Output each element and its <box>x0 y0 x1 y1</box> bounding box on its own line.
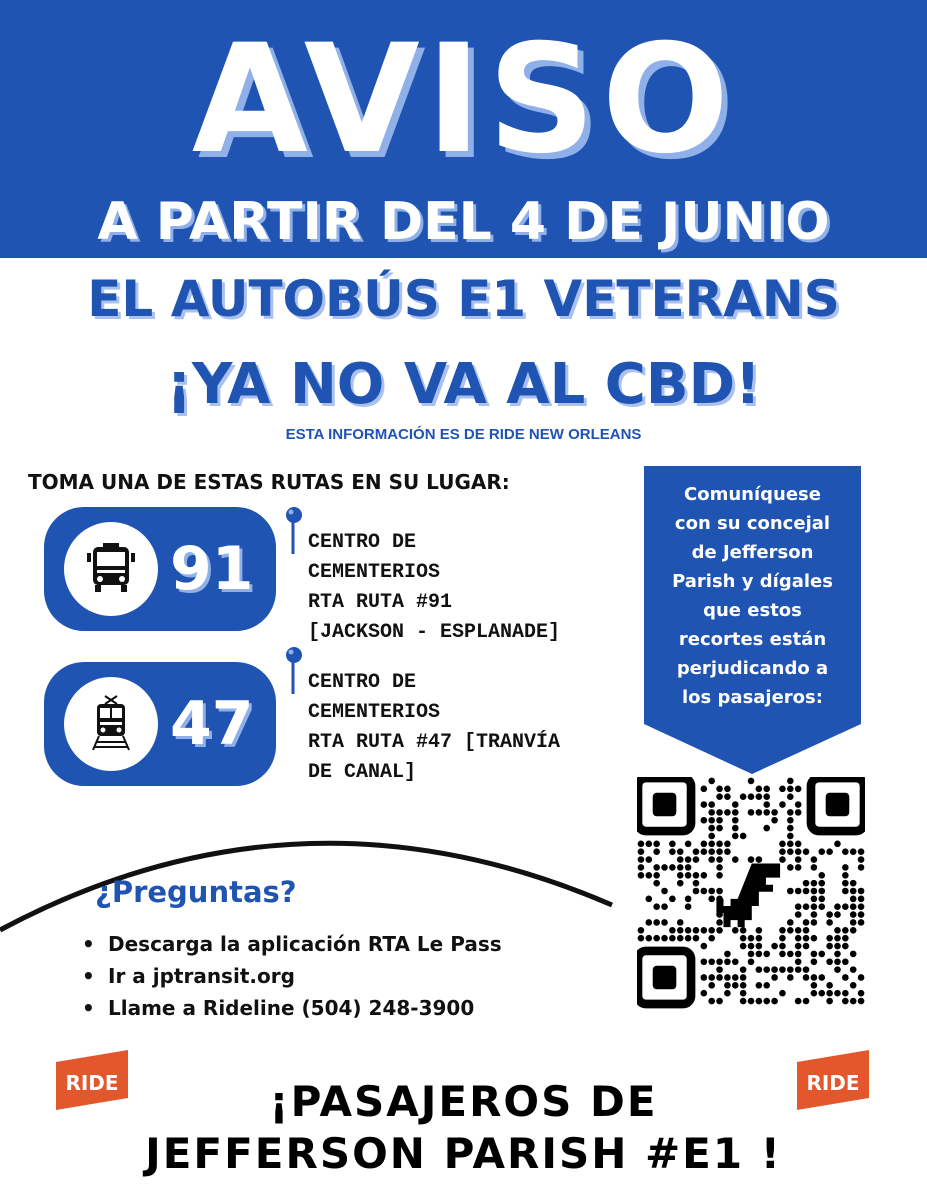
source-note: ESTA INFORMACIÓN ES DE RIDE NEW ORLEANS <box>285 426 642 443</box>
route-91-line: [JACKSON - ESPLANADE] <box>308 621 561 644</box>
contact-line: los pasajeros: <box>682 687 823 708</box>
contact-line: con su concejal <box>674 513 831 534</box>
effective-date: A PARTIR DEL 4 DE JUNIO <box>97 192 830 252</box>
headline-no-cbd: ¡YA NO VA AL CBD! <box>166 352 761 417</box>
questions-list <box>82 928 502 1024</box>
bus-icon <box>81 539 141 599</box>
map-pin-icon <box>285 646 307 696</box>
footer-line-2: JEFFERSON PARISH #E1 ! <box>145 1129 782 1178</box>
ride-logo-text: RIDE <box>806 1071 860 1095</box>
list-item: • Llame a Rideline (504) 248-3900 <box>82 992 502 1024</box>
list-item: • Ir a jptransit.org <box>82 960 502 992</box>
contact-line: Comuníquese <box>684 484 821 505</box>
contact-line: perjudicando a <box>676 658 829 679</box>
qr-code <box>637 777 865 1009</box>
route-91-details <box>308 528 638 648</box>
contact-councilmember-text <box>644 480 861 712</box>
notice-title: AVISO <box>191 13 736 187</box>
contact-line: Parish y dígales <box>672 571 833 592</box>
contact-line: de Jefferson <box>691 542 814 563</box>
header-banner <box>0 0 927 258</box>
routes-intro: TOMA UNA DE ESTAS RUTAS EN SU LUGAR: <box>28 470 510 494</box>
bus-icon-circle <box>64 522 158 616</box>
route-91-line: CEMENTERIOS <box>308 561 441 584</box>
questions-heading: ¿Preguntas? <box>95 875 297 909</box>
route-47-line: RTA RUTA #47 [TRANVÍA <box>308 731 561 754</box>
footer-line-1: ¡PASAJEROS DE <box>269 1077 658 1126</box>
route-47-line: DE CANAL] <box>308 761 417 784</box>
map-pin-icon <box>285 506 307 556</box>
contact-line: que estos <box>703 600 802 621</box>
list-item: • Descarga la aplicación RTA Le Pass <box>82 928 502 960</box>
route-91-line: RTA RUTA #91 <box>308 591 453 614</box>
streetcar-icon <box>81 694 141 754</box>
route-91-badge <box>44 507 276 631</box>
contact-line: recortes están <box>678 629 827 650</box>
ride-logo-text: RIDE <box>65 1071 119 1095</box>
route-47-number: 47 <box>170 689 254 759</box>
route-91-line: CENTRO DE <box>308 531 417 554</box>
route-47-line: CEMENTERIOS <box>308 701 441 724</box>
route-47-badge <box>44 662 276 786</box>
route-47-details <box>308 668 638 788</box>
route-47-line: CENTRO DE <box>308 671 417 694</box>
headline-bus: EL AUTOBÚS E1 VETERANS <box>87 270 840 328</box>
streetcar-icon-circle <box>64 677 158 771</box>
route-91-number: 91 <box>170 534 254 604</box>
decorative-arc <box>0 790 620 950</box>
